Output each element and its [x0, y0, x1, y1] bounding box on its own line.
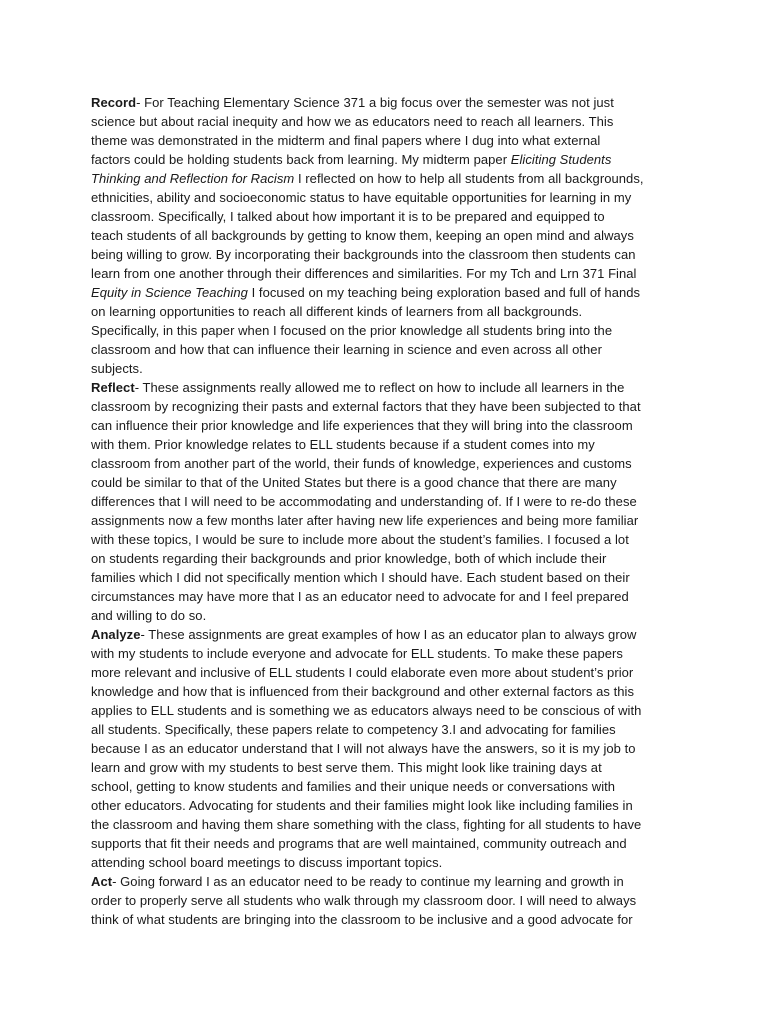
section-label: Reflect: [91, 380, 135, 395]
text-run: - These assignments are great examples of how I as an educator plan to always grow: [140, 627, 637, 642]
text-line: [91, 359, 671, 378]
text-line: [91, 910, 671, 929]
text-line: [91, 739, 671, 758]
text-line: [91, 207, 671, 226]
text-line: [91, 568, 671, 587]
text-run: attending school board meetings to discuss important topics.: [91, 855, 443, 870]
text-line: [91, 93, 671, 112]
text-line: [91, 188, 671, 207]
text-run: classroom by recognizing their pasts and external factors that they have been subjected to that: [91, 399, 641, 414]
text-line: [91, 397, 671, 416]
text-run: all students. Specifically, these papers relate to competency 3.I and advocating for families: [91, 722, 616, 737]
text-run: supports that fit their needs and programs that are well maintained, community outreach and: [91, 836, 627, 851]
text-line: [91, 587, 671, 606]
text-line: [91, 758, 671, 777]
section-reflect: [91, 378, 671, 625]
text-run: factors could be holding students back from learning. My midterm paper: [91, 152, 511, 167]
text-run: think of what students are bringing into the classroom to be inclusive and a good advocate for: [91, 912, 633, 927]
text-line: [91, 891, 671, 910]
text-line: [91, 492, 671, 511]
text-run: teach students of all backgrounds by getting to know them, keeping an open mind and always: [91, 228, 634, 243]
text-line: [91, 321, 671, 340]
text-line: [91, 283, 671, 302]
text-run: classroom. Specifically, I talked about how important it is to be prepared and equipped to: [91, 209, 605, 224]
text-run: on students regarding their backgrounds and prior knowledge, both of which include their: [91, 551, 607, 566]
text-run: can influence their prior knowledge and life experiences that they will bring into the classroom: [91, 418, 633, 433]
text-line: [91, 625, 671, 644]
text-line: [91, 777, 671, 796]
text-line: [91, 131, 671, 150]
text-run: on learning opportunities to reach all different kinds of learners from all backgrounds.: [91, 304, 583, 319]
text-line: [91, 682, 671, 701]
text-run: with my students to include everyone and advocate for ELL students. To make these papers: [91, 646, 623, 661]
section-label: Analyze: [91, 627, 141, 642]
text-run: families which I did not specifically mention which I should have. Each student based on their: [91, 570, 630, 585]
section-label: Act: [91, 874, 113, 889]
text-run: order to properly serve all students who walk through my classroom door. I will need to always: [91, 893, 637, 908]
text-line: [91, 720, 671, 739]
text-run: the classroom and having them share something with the class, fighting for all students to have: [91, 817, 642, 832]
paper-title: Eliciting Students: [510, 152, 612, 167]
text-run: with these topics, I would be sure to include more about the student’s families. I focused a lot: [91, 532, 629, 547]
text-run: could be similar to that of the United States but there is a good chance that there are many: [91, 475, 617, 490]
text-line: [91, 416, 671, 435]
text-run: I focused on my teaching being exploration based and full of hands: [247, 285, 641, 300]
text-line: [91, 473, 671, 492]
text-run: - Going forward I as an educator need to be ready to continue my learning and growth in: [112, 874, 624, 889]
text-run: with them. Prior knowledge relates to ELL students because if a student comes into my: [91, 437, 595, 452]
text-line: [91, 549, 671, 568]
text-line: [91, 701, 671, 720]
text-run: subjects.: [91, 361, 143, 376]
section-label: Record: [91, 95, 137, 110]
text-line: [91, 264, 671, 283]
text-run: classroom from another part of the world, their funds of knowledge, experiences and customs: [91, 456, 632, 471]
text-line: [91, 644, 671, 663]
section-analyze: [91, 625, 671, 872]
text-run: being willing to grow. By incorporating their backgrounds into the classroom then students can: [91, 247, 636, 262]
text-line: [91, 796, 671, 815]
text-line: [91, 226, 671, 245]
text-run: - These assignments really allowed me to reflect on how to include all learners in the: [134, 380, 625, 395]
text-line: [91, 663, 671, 682]
text-line: [91, 815, 671, 834]
text-line: [91, 454, 671, 473]
text-line: [91, 530, 671, 549]
text-line: [91, 112, 671, 131]
text-run: and willing to do so.: [91, 608, 207, 623]
text-line: [91, 853, 671, 872]
text-run: I reflected on how to help all students from all backgrounds,: [294, 171, 644, 186]
text-run: differences that I will need to be accommodating and understanding of. If I were to re-do these: [91, 494, 637, 509]
text-line: [91, 169, 671, 188]
text-run: classroom and how that can influence their learning in science and even across all other: [91, 342, 602, 357]
text-line: [91, 834, 671, 853]
text-run: Specifically, in this paper when I focused on the prior knowledge all students bring into the: [91, 323, 613, 338]
text-run: because I as an educator understand that I will not always have the answers, so it is my job to: [91, 741, 636, 756]
text-line: [91, 340, 671, 359]
document-page: [91, 93, 671, 929]
text-run: learn and grow with my students to best serve them. This might look like training days at: [91, 760, 602, 775]
text-run: other educators. Advocating for students and their families might look like including families in: [91, 798, 633, 813]
text-run: school, getting to know students and families and their unique needs or conversations with: [91, 779, 616, 794]
text-run: ethnicities, ability and socioeconomic status to have equitable opportunities for learning in my: [91, 190, 632, 205]
text-run: circumstances may have more that I as an educator need to advocate for and I feel prepared: [91, 589, 629, 604]
paper-title: Thinking and Reflection for Racism: [91, 171, 295, 186]
text-run: theme was demonstrated in the midterm and final papers where I dug into what external: [91, 133, 601, 148]
text-run: - For Teaching Elementary Science 371 a big focus over the semester was not just: [136, 95, 614, 110]
section-record: [91, 93, 671, 378]
text-line: [91, 245, 671, 264]
text-line: [91, 302, 671, 321]
section-act: [91, 872, 671, 929]
text-line: [91, 606, 671, 625]
text-line: [91, 511, 671, 530]
text-run: science but about racial inequity and how we as educators need to reach all learners. This: [91, 114, 614, 129]
text-line: [91, 150, 671, 169]
text-line: [91, 435, 671, 454]
text-run: learn from one another through their differences and similarities. For my Tch and Lrn 371 Final: [91, 266, 637, 281]
text-run: more relevant and inclusive of ELL students I could elaborate even more about student’s prior: [91, 665, 634, 680]
text-run: assignments now a few months later after having new life experiences and being more familiar: [91, 513, 639, 528]
text-line: [91, 872, 671, 891]
text-line: [91, 378, 671, 397]
paper-title: Equity in Science Teaching: [91, 285, 248, 300]
text-run: applies to ELL students and is something we as educators always need to be conscious of with: [91, 703, 642, 718]
text-run: knowledge and how that is influenced from their background and other external factors as this: [91, 684, 635, 699]
